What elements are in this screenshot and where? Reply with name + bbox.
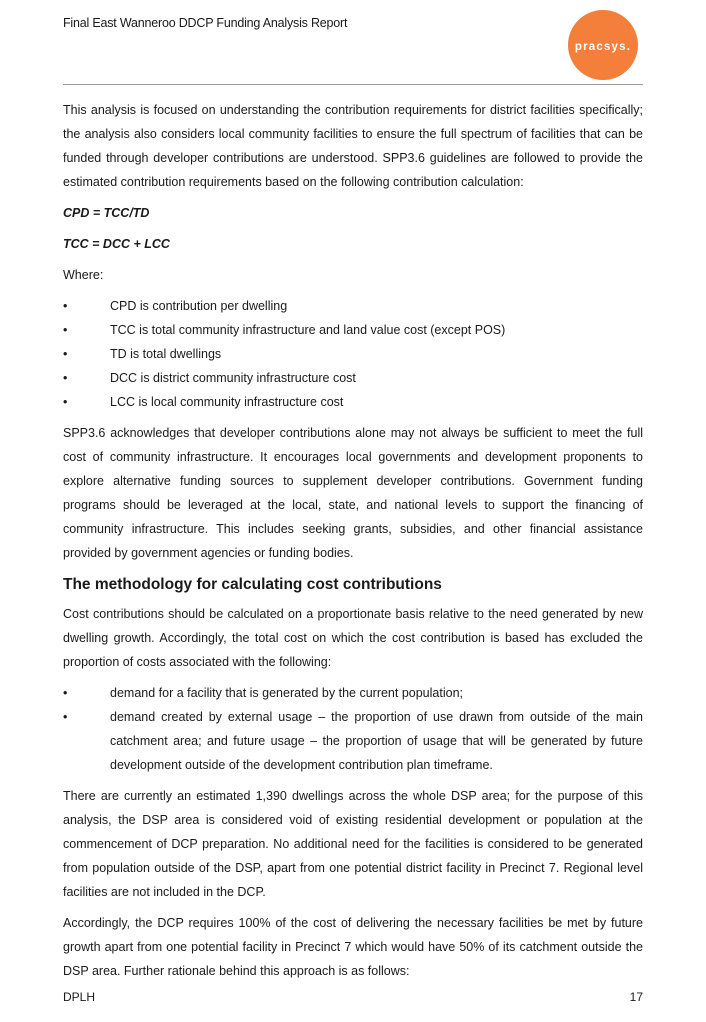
dwellings-paragraph: There are currently an estimated 1,390 dwellings across the whole DSP area; for the purpose of this analysis, the DSP area is considered void of existing residential development or population at the commencement of DCP preparation. No additional need for the facilities is considered to be generated from population outside of the DSP, apart from one potential district facility in Precinct 7. Regional level facilities are not included in the DCP.: [63, 789, 643, 899]
list-item: [63, 318, 643, 342]
formula-tcc: TCC = DCC + LCC: [63, 237, 170, 251]
page-body: [63, 98, 643, 990]
definitions-list: [63, 294, 643, 414]
accordingly-paragraph: Accordingly, the DCP requires 100% of the cost of delivering the necessary facilities be met by future growth apart from one potential facility in Precinct 7 which would have 50% of its catchment outside the DSP area. Further rationale behind this approach is as follows:: [63, 916, 643, 978]
pracsys-logo: [568, 10, 638, 80]
list-item: [63, 294, 643, 318]
formula-cpd: CPD = TCC/TD: [63, 206, 150, 220]
report-title: Final East Wanneroo DDCP Funding Analysis Report: [63, 16, 348, 30]
list-item-text: CPD is contribution per dwelling: [110, 299, 288, 313]
exclusions-list: [63, 681, 643, 777]
method-paragraph: Cost contributions should be calculated on a proportionate basis relative to the need generated by new dwelling growth. Accordingly, the total cost on which the cost contribution is based has excluded the proportion of costs associated with the following:: [63, 607, 643, 669]
page-number: 17: [629, 990, 643, 1004]
list-item: [63, 390, 643, 414]
bullet-icon: •: [63, 686, 68, 700]
list-item: [63, 681, 643, 705]
logo-text: pracsys.: [574, 41, 632, 53]
bullet-icon: •: [63, 710, 68, 724]
bullet-icon: •: [63, 323, 68, 337]
list-item-text: demand created by external usage – the proportion of use drawn from outside of the main catchment area; and future usage – the proportion of usage that will be generated by future development outside of the development contribution plan timeframe.: [110, 710, 643, 772]
list-item-text: LCC is local community infrastructure cost: [110, 395, 344, 409]
intro-paragraph: This analysis is focused on understanding the contribution requirements for district facilities specifically; the analysis also considers local community facilities to ensure the full spectrum of facilities that can be funded through developer contributions are understood. SPP3.6 guidelines are followed to provide the estimated contribution requirements based on the following contribution calculation:: [63, 103, 643, 189]
bullet-icon: •: [63, 347, 68, 361]
header-divider: [63, 84, 643, 85]
list-item: [63, 366, 643, 390]
list-item: [63, 342, 643, 366]
bullet-icon: •: [63, 299, 68, 313]
bullet-icon: •: [63, 371, 68, 385]
bullet-icon: •: [63, 395, 68, 409]
spp-paragraph: SPP3.6 acknowledges that developer contributions alone may not always be sufficient to meet the full cost of community infrastructure. It encourages local governments and development proponents to explore alternative funding sources to supplement developer contributions. Government funding programs should be leveraged at the local, state, and national levels to support the financing of community infrastructure. This includes seeking grants, subsidies, and other financial assistance provided by government agencies or funding bodies.: [63, 426, 643, 560]
list-item-text: TCC is total community infrastructure and land value cost (except POS): [110, 323, 506, 337]
footer-org: DPLH: [63, 990, 96, 1004]
list-item-text: demand for a facility that is generated by the current population;: [110, 686, 463, 700]
list-item: [63, 705, 643, 777]
section-heading: The methodology for calculating cost contributions: [63, 576, 442, 593]
list-item-text: DCC is district community infrastructure cost: [110, 371, 356, 385]
where-label: Where:: [63, 268, 104, 282]
list-item-text: TD is total dwellings: [110, 347, 222, 361]
